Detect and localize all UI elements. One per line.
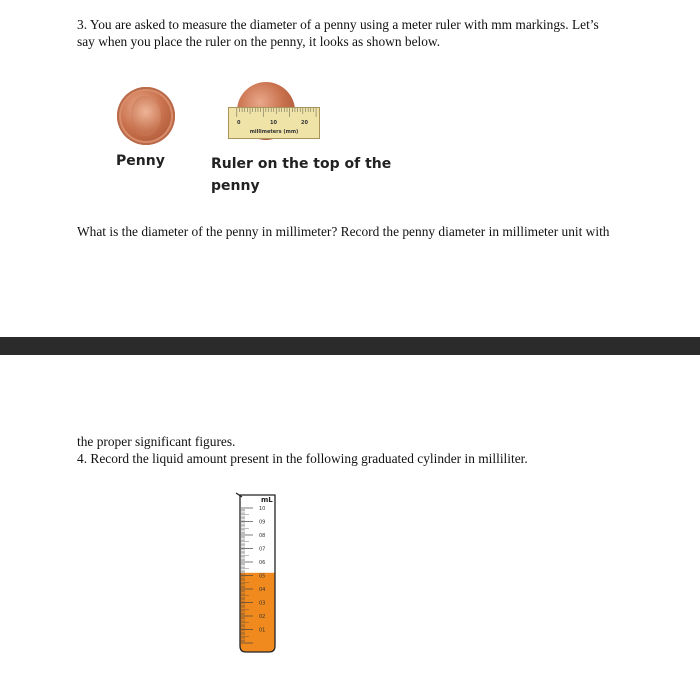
cylinder-scale-label: 03: [259, 600, 266, 607]
ruler-ticks: [229, 108, 319, 118]
ruler-label-line-2: penny: [211, 178, 260, 194]
cylinder-scale-label: 06: [259, 560, 266, 566]
question-3-prompt-continued: the proper significant figures.: [77, 434, 236, 449]
page-divider: [0, 337, 700, 355]
question-3-prompt: What is the diameter of the penny in millimeter? Record the penny diameter in millimeter unit with: [77, 224, 610, 239]
penny-label: Penny: [116, 153, 165, 169]
penny-image: [117, 87, 175, 145]
cylinder-scale-label: 04: [259, 587, 266, 593]
question-3-line-2: say when you place the ruler on the penny, it looks as shown below.: [77, 34, 441, 49]
ruler-label-line-1: Ruler on the top of the: [211, 156, 392, 172]
cylinder-scale-label: 02: [259, 614, 266, 620]
ruler-label-start: 0: [237, 120, 241, 126]
ruler-label-mid: 10: [270, 120, 277, 126]
graduated-cylinder: [230, 490, 280, 656]
cylinder-scale-label: 01: [259, 627, 266, 634]
ruler-image: [228, 107, 320, 139]
ruler-unit-label: millimeters (mm): [249, 129, 299, 135]
cylinder-scale-label: 07: [259, 546, 266, 553]
liquid-fill: [230, 573, 280, 656]
ruler-label-end: 20: [301, 120, 308, 126]
cylinder-scale-labels: [259, 506, 265, 634]
cylinder-scale-label: 05: [259, 573, 266, 580]
cylinder-scale-label: 09: [259, 519, 266, 526]
question-4-text: 4. Record the liquid amount present in the following graduated cylinder in milliliter.: [77, 451, 528, 466]
cylinder-scale-label: 08: [259, 533, 266, 539]
question-3-line-1: 3. You are asked to measure the diameter of a penny using a meter ruler with mm markings. Let’s: [77, 17, 599, 32]
cylinder-unit-label: mL: [261, 496, 273, 504]
cylinder-scale-label: 10: [259, 506, 266, 512]
